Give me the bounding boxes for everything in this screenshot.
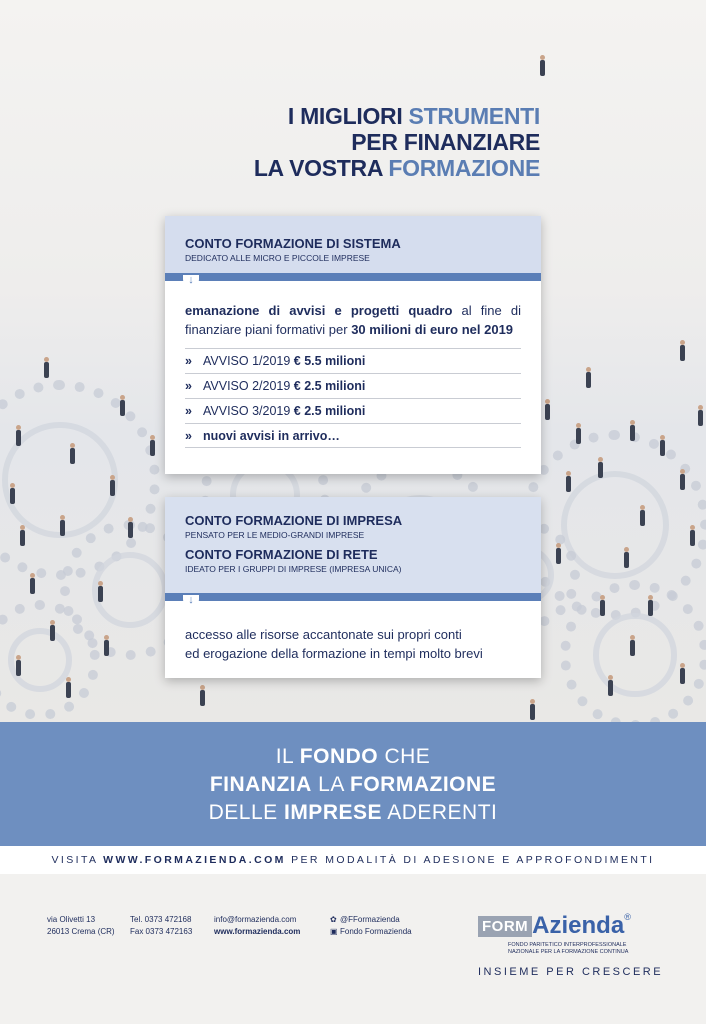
card-divider-bar [165, 593, 541, 606]
person-figure [98, 586, 103, 602]
list-item: » AVVISO 2/2019 € 2.5 milioni [185, 373, 521, 398]
footer [0, 874, 706, 1024]
person-figure [698, 410, 703, 426]
social-linkedin[interactable] [330, 926, 412, 938]
logo-mark [478, 912, 668, 940]
item-amount: € 2.5 milioni [293, 379, 366, 393]
person-figure [16, 660, 21, 676]
card-title: CONTO FORMAZIONE DI IMPRESA [185, 513, 403, 528]
person-figure [598, 462, 603, 478]
footer-address [47, 914, 115, 938]
address-line: via Olivetti 13 [47, 915, 96, 924]
phone-number[interactable]: Tel. 0373 472168 [130, 915, 192, 924]
card-header [165, 216, 541, 273]
intro-text: al fine di finanziare piani formativi per [185, 303, 521, 337]
visit-text: VISITA [51, 854, 104, 866]
person-figure [150, 440, 155, 456]
card-subtitle: DEDICATO ALLE MICRO E PICCOLE IMPRESE [185, 253, 370, 263]
person-figure [630, 425, 635, 441]
item-label: AVVISO 3/2019 [203, 404, 294, 418]
person-figure [60, 520, 65, 536]
banner-text: LA [311, 773, 351, 796]
person-figure [680, 668, 685, 684]
intro-bold: emanazione di avvisi e progetti quadro [185, 303, 453, 318]
person-figure [600, 600, 605, 616]
headline [254, 103, 540, 181]
logo-tagline-line: NAZIONALE PER LA FORMAZIONE CONTINUA [508, 949, 629, 955]
twitter-icon: ✿ [330, 915, 337, 924]
person-figure [104, 640, 109, 656]
person-figure [556, 548, 561, 564]
person-figure [44, 362, 49, 378]
logo-tagline-line: FONDO PARITETICO INTERPROFESSIONALE [508, 942, 627, 948]
fax-number: Fax 0373 472163 [130, 927, 193, 936]
twitter-handle: @FFormazienda [340, 915, 400, 924]
person-figure [640, 510, 645, 526]
person-figure [10, 488, 15, 504]
person-figure [680, 474, 685, 490]
person-figure [660, 440, 665, 456]
list-item: » AVVISO 1/2019 € 5.5 milioni [185, 348, 521, 373]
item-amount: € 2.5 milioni [293, 404, 366, 418]
banner-text: CHE [378, 745, 431, 768]
list-item: » nuovi avvisi in arrivo… [185, 423, 521, 448]
person-figure [110, 480, 115, 496]
chevron-down-icon: ↓ [183, 595, 199, 607]
person-figure [70, 448, 75, 464]
person-figure [200, 690, 205, 706]
person-figure [608, 680, 613, 696]
person-figure [30, 578, 35, 594]
card-title: CONTO FORMAZIONE DI SISTEMA [185, 236, 401, 251]
social-twitter[interactable] [330, 914, 412, 926]
banner-bold: IMPRESE [283, 801, 383, 824]
body-line: accesso alle risorse accantonate sui propri conti [185, 627, 462, 642]
item-amount: nuovi avvisi in arrivo… [203, 429, 340, 443]
card-subtitle: IDEATO PER I GRUPPI DI IMPRESE (IMPRESA UNICA) [185, 564, 402, 574]
visit-text: PER MODALITÀ DI ADESIONE E APPROFONDIMENTI [285, 854, 655, 866]
card-intro [185, 301, 521, 339]
person-figure [128, 522, 133, 538]
banner-text: DELLE [208, 801, 284, 824]
banner-line-1 [0, 743, 706, 771]
logo-word: Azienda [532, 912, 625, 939]
avvisi-list [185, 348, 521, 448]
card-subtitle: PENSATO PER LE MEDIO-GRANDI IMPRESE [185, 530, 365, 540]
intro-bold: 30 milioni di euro nel 2019 [351, 322, 514, 337]
headline-accent: FORMAZIONE [388, 155, 540, 181]
chevron-down-icon: ↓ [183, 275, 199, 287]
headline-line-3 [254, 155, 540, 181]
footer-phones [130, 914, 192, 938]
person-figure [630, 640, 635, 656]
banner-bold: FORMAZIONE [350, 773, 497, 796]
person-figure [648, 600, 653, 616]
headline-accent: STRUMENTI [408, 103, 540, 129]
banner-bold: FINANZIA [209, 773, 312, 796]
visit-strip [0, 846, 706, 874]
formazienda-logo [478, 912, 668, 978]
body-line: ed erogazione della formazione in tempi molto brevi [185, 646, 483, 661]
person-figure [690, 530, 695, 546]
banner-bold: FONDO [299, 745, 379, 768]
person-figure [566, 476, 571, 492]
banner-line-2 [0, 771, 706, 799]
logo-box: FORM [478, 916, 532, 937]
card-conto-sistema [165, 216, 541, 474]
banner-text: IL [275, 745, 300, 768]
headline-text: LA VOSTRA [253, 155, 389, 181]
item-label: AVVISO 1/2019 [203, 354, 294, 368]
person-figure [576, 428, 581, 444]
banner-line-3 [0, 799, 706, 827]
logo-motto: INSIEME PER CRESCERE [478, 966, 664, 978]
banner-text: ADERENTI [382, 801, 498, 824]
footer-contacts [214, 914, 300, 938]
card-body [165, 281, 541, 464]
list-item: » AVVISO 3/2019 € 2.5 milioni [185, 398, 521, 423]
person-figure [16, 430, 21, 446]
card-title: CONTO FORMAZIONE DI RETE [185, 547, 378, 562]
footer-social [330, 914, 412, 938]
person-figure [586, 372, 591, 388]
website-link[interactable]: www.formazienda.com [214, 927, 301, 936]
linkedin-name: Fondo Formazienda [340, 927, 412, 936]
email-link[interactable]: info@formazienda.com [214, 915, 297, 924]
logo-registered: ® [624, 912, 631, 922]
card-body [165, 601, 541, 685]
logo-tagline [508, 942, 668, 956]
person-figure [624, 552, 629, 568]
person-figure [540, 60, 545, 76]
website-link[interactable]: WWW.FORMAZIENDA.COM [103, 854, 286, 866]
person-figure [66, 682, 71, 698]
person-figure [20, 530, 25, 546]
address-line: 26013 Crema (CR) [47, 927, 115, 936]
person-figure [545, 404, 550, 420]
person-figure [530, 704, 535, 720]
headline-line-2: PER FINANZIARE [351, 129, 540, 155]
person-figure [120, 400, 125, 416]
card-conto-impresa-rete [165, 497, 541, 678]
item-amount: € 5.5 milioni [293, 354, 366, 368]
linkedin-icon: ▣ [330, 927, 338, 936]
person-figure [50, 625, 55, 641]
card-divider-bar [165, 273, 541, 286]
card-header [165, 497, 541, 593]
item-label: AVVISO 2/2019 [203, 379, 294, 393]
headline-line-1 [254, 103, 540, 129]
person-figure [680, 345, 685, 361]
tagline-banner [0, 722, 706, 846]
headline-text: I MIGLIORI [287, 103, 409, 129]
